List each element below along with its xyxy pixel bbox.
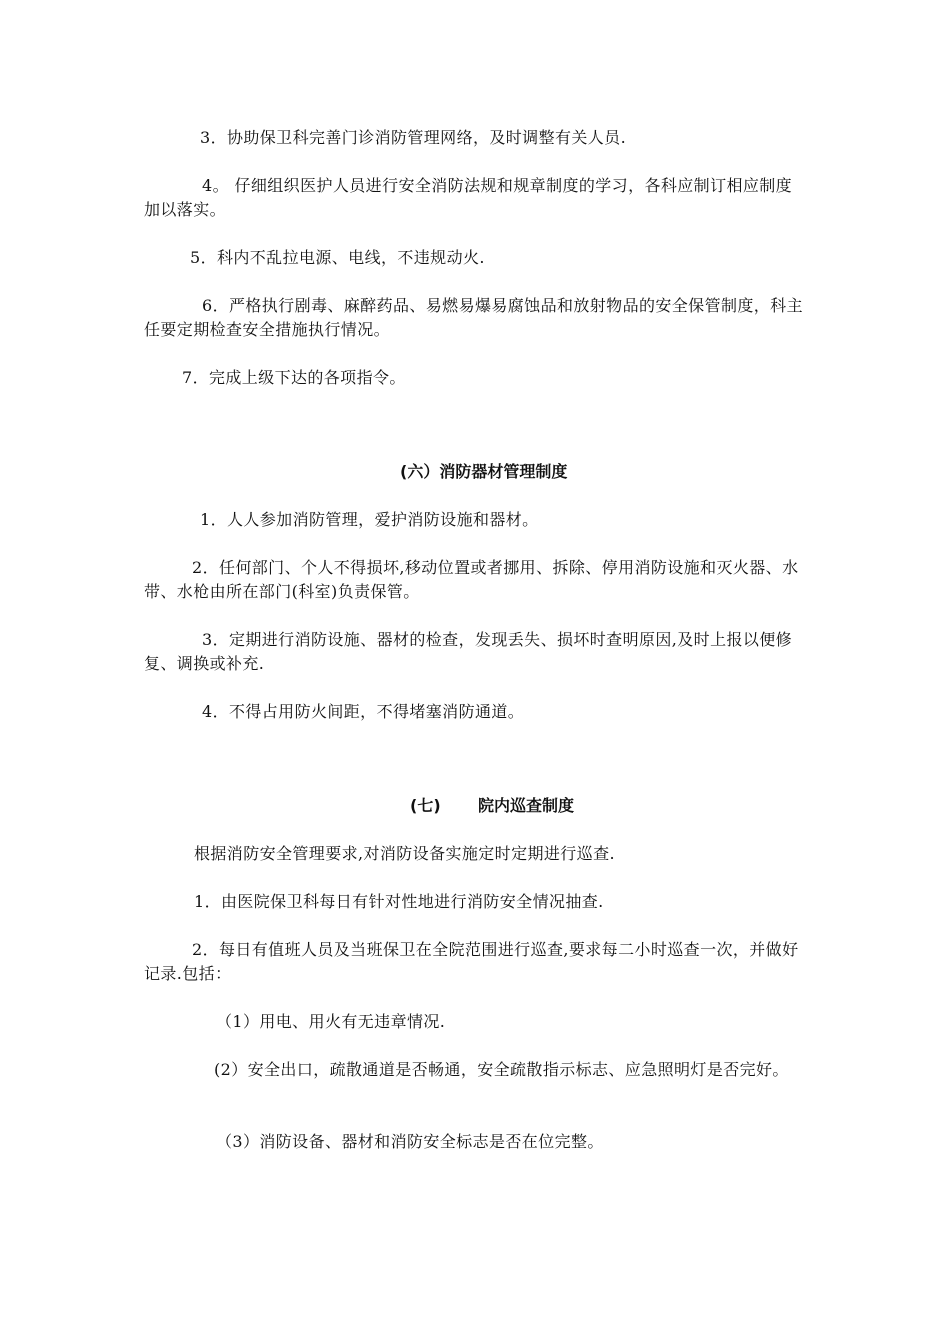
list-item: 7．完成上级下达的各项指令。	[182, 368, 406, 387]
list-item: 6．严格执行剧毒、麻醉药品、易燃易爆易腐蚀品和放射物品的安全保管制度，科主任要定期检查安全措施执行情况。	[144, 296, 803, 339]
section-heading: (六）消防器材管理制度	[400, 462, 568, 481]
sub-list-item: （3）消防设备、器材和消防安全标志是否在位完整。	[216, 1132, 604, 1151]
list-item: 1．由医院保卫科每日有针对性地进行消防安全情况抽查.	[194, 892, 604, 911]
section-title: 院内巡查制度	[478, 796, 575, 815]
section-number: (七)	[410, 796, 441, 815]
list-item: 2．任何部门、个人不得损坏,移动位置或者挪用、拆除、停用消防设施和灭火器、水带、水枪由所在部门(科室)负责保管。	[144, 558, 799, 601]
sub-list-item: (2）安全出口，疏散通道是否畅通，安全疏散指示标志、应急照明灯是否完好。	[214, 1060, 789, 1079]
list-item: 4。 仔细组织医护人员进行安全消防法规和规章制度的学习，各科应制订相应制度加以落实。	[144, 176, 793, 219]
list-item: 3．定期进行消防设施、器材的检查，发现丢失、损坏时查明原因,及时上报以便修复、调换或补充.	[144, 630, 793, 673]
list-item: 5．科内不乱拉电源、电线，不违规动火.	[190, 248, 485, 267]
paragraph: 根据消防安全管理要求,对消防设备实施定时定期进行巡查.	[194, 844, 615, 863]
list-item: 3．协助保卫科完善门诊消防管理网络，及时调整有关人员.	[200, 128, 627, 147]
list-item: 2．每日有值班人员及当班保卫在全院范围进行巡查,要求每二小时巡查一次，并做好记录.包括：	[144, 940, 799, 983]
list-item: 4．不得占用防火间距，不得堵塞消防通道。	[202, 702, 525, 721]
list-item: 1．人人参加消防管理，爱护消防设施和器材。	[200, 510, 539, 529]
sub-list-item: （1）用电、用火有无违章情况.	[216, 1012, 446, 1031]
